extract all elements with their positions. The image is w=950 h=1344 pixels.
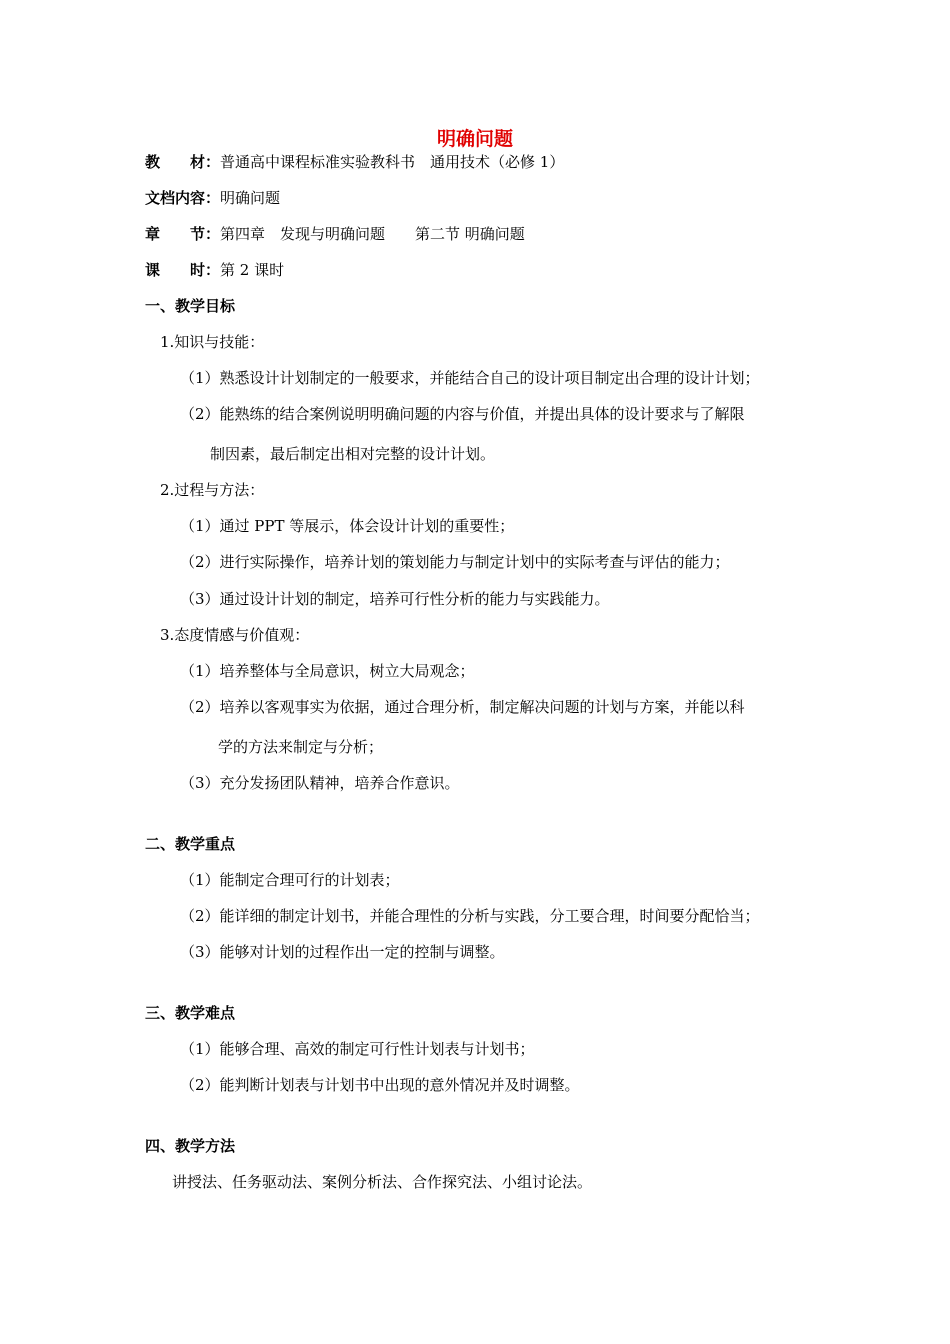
meta-textbook-value: 普通高中课程标准实验教科书 通用技术（必修 1） xyxy=(220,153,565,171)
meta-period-value: 第 2 课时 xyxy=(220,261,285,279)
section-heading-difficulties: 三、教学难点 xyxy=(145,1004,236,1022)
meta-content-label: 文档内容： xyxy=(145,189,221,207)
section-heading-methods: 四、教学方法 xyxy=(145,1137,236,1155)
list-item: （3）能够对计划的过程作出一定的控制与调整。 xyxy=(180,943,505,961)
list-item-continuation: 制因素，最后制定出相对完整的设计计划。 xyxy=(210,445,496,463)
list-item: （3）充分发扬团队精神，培养合作意识。 xyxy=(180,774,460,792)
meta-textbook xyxy=(145,152,564,172)
subheading-knowledge: 1.知识与技能： xyxy=(160,333,265,351)
meta-chapter-value: 第四章 发现与明确问题 第二节 明确问题 xyxy=(220,225,525,243)
list-item: （2）能判断计划表与计划书中出现的意外情况并及时调整。 xyxy=(180,1076,580,1094)
meta-textbook-label: 教 材： xyxy=(145,153,221,171)
list-item: （2）能熟练的结合案例说明明确问题的内容与价值，并提出具体的设计要求与了解限 xyxy=(180,405,745,423)
list-item: （1）熟悉设计计划制定的一般要求，并能结合自己的设计项目制定出合理的设计计划； xyxy=(180,369,760,387)
meta-period xyxy=(145,260,284,280)
list-item: （3）通过设计计划的制定，培养可行性分析的能力与实践能力。 xyxy=(180,590,610,608)
meta-content-value: 明确问题 xyxy=(220,189,281,207)
document-title: 明确问题 xyxy=(436,128,513,150)
list-item: （2）进行实际操作，培养计划的策划能力与制定计划中的实际考查与评估的能力； xyxy=(180,553,730,571)
section-heading-objectives: 一、教学目标 xyxy=(145,297,236,315)
subheading-process: 2.过程与方法： xyxy=(160,481,265,499)
list-item: （1）能制定合理可行的计划表； xyxy=(180,871,400,889)
list-item: （2）培养以客观事实为依据，通过合理分析，制定解决问题的计划与方案，并能以科 xyxy=(180,698,745,716)
meta-chapter-label: 章 节： xyxy=(145,225,221,243)
list-item: （2）能详细的制定计划书，并能合理性的分析与实践，分工要合理，时间要分配恰当； xyxy=(180,907,760,925)
methods-text: 讲授法、任务驱动法、案例分析法、合作探究法、小组讨论法。 xyxy=(172,1173,593,1191)
list-item-continuation: 学的方法来制定与分析； xyxy=(218,738,384,756)
list-item: （1）能够合理、高效的制定可行性计划表与计划书； xyxy=(180,1040,535,1058)
section-heading-key-points: 二、教学重点 xyxy=(145,835,236,853)
meta-period-label: 课 时： xyxy=(145,261,221,279)
subheading-attitude: 3.态度情感与价值观： xyxy=(160,626,310,644)
list-item: （1）培养整体与全局意识，树立大局观念； xyxy=(180,662,475,680)
meta-content xyxy=(145,188,280,208)
meta-chapter xyxy=(145,224,525,244)
list-item: （1）通过 PPT 等展示，体会设计计划的重要性； xyxy=(180,517,515,535)
